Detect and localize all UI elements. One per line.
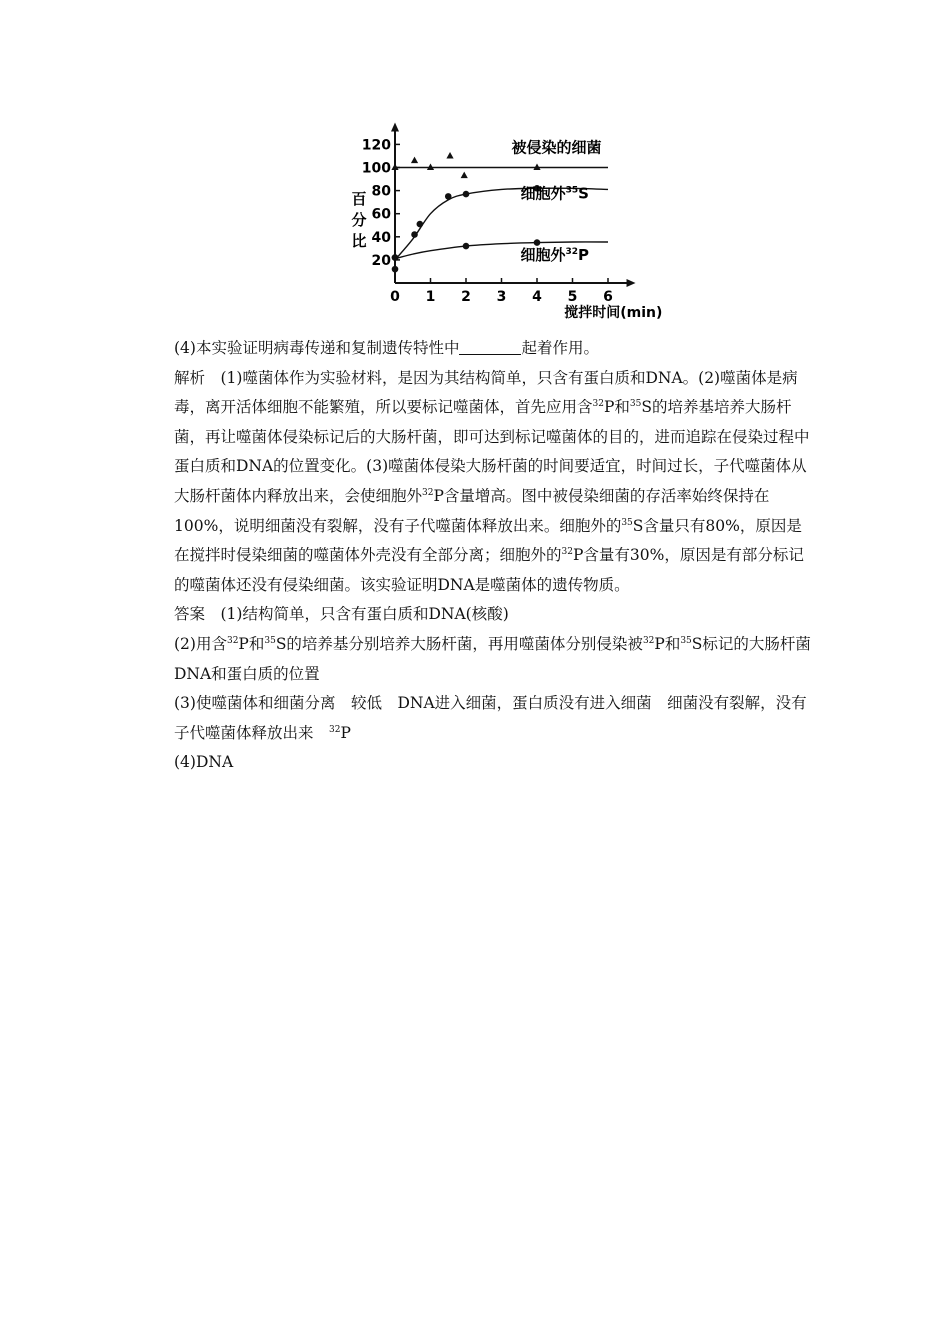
data-point-circle [445, 193, 452, 200]
answer-1: 答案 (1)结构简单，只含有蛋白质和DNA(核酸) [174, 605, 509, 624]
x-axis-arrow [627, 279, 636, 287]
series-label: 细胞外$^{32}$P [520, 245, 590, 264]
data-point-circle [411, 231, 418, 238]
data-point-triangle [533, 164, 540, 171]
x-tick-label: 5 [567, 289, 578, 305]
data-point-circle [392, 266, 399, 273]
data-point-circle [534, 239, 541, 246]
data-point-circle [463, 243, 470, 250]
y-axis-label: 分 [351, 211, 367, 229]
x-axis-label: 搅拌时间(min) [564, 305, 663, 321]
y-tick-label: 20 [371, 252, 391, 269]
question-4 [174, 334, 814, 364]
q4-text-end: 起着作用。 [521, 339, 599, 357]
x-tick-label: 6 [603, 289, 613, 305]
x-tick-label: 4 [532, 289, 542, 305]
y-tick-label: 40 [371, 229, 391, 246]
series-label: 细胞外$^{35}$S [520, 184, 589, 203]
q4-text: (4)本实验证明病毒传递和复制遗传特性中 [174, 339, 460, 357]
analysis-paragraph: 解析 (1)噬菌体作为实验材料，是因为其结构简单，只含有蛋白质和DNA。(2)噬菌体是病毒，离开活体细胞不能繁殖，所以要标记噬菌体，首先应用含$^{32}$P和$^{35}$S的培养基培养大肠杆菌，再让噬菌体侵染标记后的大肠杆菌，即可达到标记噬菌体的目的，进而追踪在侵染过程中蛋白质和DNA的位置变化。(3)噬菌体侵染大肠杆菌的时间要适宜，时间过长，子代噬菌体从大肠杆菌体内释放出来，会使细胞外$^{32}$P含量增高。图中被侵染细菌的存活率始终保持在100%，说明细菌没有裂解，没有子代噬菌体释放出来。细胞外的$^{35}$S含量只有80%，原因是在搅拌时侵染细菌的噬菌体外壳没有全部分离；细胞外的$^{32}$P含量有30%，原因是有部分标记的噬菌体还没有侵染细菌。该实验证明DNA是噬菌体的遗传物质。 [174, 368, 810, 594]
data-point-circle [392, 254, 399, 261]
y-axis-arrow [391, 123, 399, 132]
data-point-triangle [461, 172, 468, 179]
data-point-triangle [411, 157, 418, 164]
answer-3: (3)使噬菌体和细菌分离 较低 DNA进入细菌，蛋白质没有进入细菌 细菌没有裂解，没有子代噬菌体释放出来 $^{32}$P [174, 694, 807, 742]
answer-blank [459, 338, 521, 355]
document-body [174, 334, 827, 778]
y-tick-label: 80 [371, 183, 391, 200]
data-point-triangle [446, 152, 453, 159]
x-tick-label: 0 [390, 289, 400, 305]
answer-4: (4)DNA [174, 753, 234, 772]
x-tick-label: 2 [461, 289, 471, 305]
y-axis-label: 比 [351, 232, 367, 250]
data-point-triangle [427, 164, 434, 171]
data-point-circle [417, 221, 424, 228]
x-tick-label: 1 [425, 289, 436, 305]
y-tick-label: 120 [361, 137, 391, 154]
answer-2: (2)用含$^{32}$P和$^{35}$S的培养基分别培养大肠杆菌，再用噬菌体分别侵染被$^{32}$P和$^{35}$S标记的大肠杆菌 DNA和蛋白质的位置 [174, 634, 827, 683]
y-tick-label: 60 [371, 206, 391, 223]
x-tick-label: 3 [496, 289, 507, 305]
y-tick-label: 100 [361, 160, 391, 177]
series-label: 被侵染的细菌 [511, 138, 602, 157]
stirring-time-chart [340, 128, 663, 328]
data-point-circle [463, 191, 470, 198]
y-axis-label: 百 [351, 190, 367, 208]
